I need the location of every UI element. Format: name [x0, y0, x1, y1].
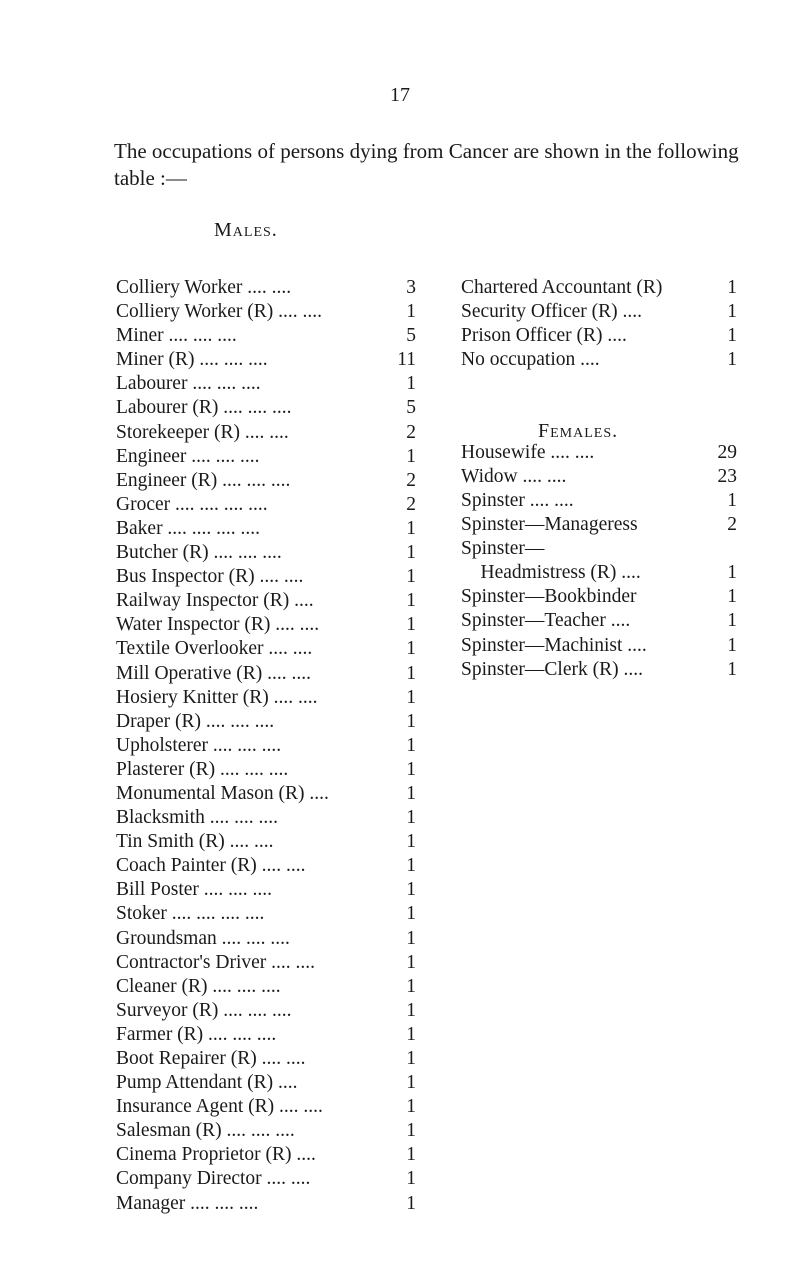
occupation-label: Colliery Worker (R) .... ....	[116, 301, 323, 323]
females-heading: Females.	[538, 420, 619, 442]
occupation-label: Engineer (R) .... .... ....	[116, 469, 291, 491]
table-row	[116, 758, 416, 782]
occupation-label: Railway Inspector (R) ....	[116, 590, 314, 612]
table-row	[116, 565, 416, 589]
occupation-count: 1	[406, 1096, 416, 1118]
occupation-label: Cinema Proprietor (R) ....	[116, 1144, 316, 1166]
table-row	[116, 469, 416, 493]
occupation-label: Storekeeper (R) .... ....	[116, 421, 289, 443]
table-row	[461, 324, 737, 348]
table-row	[116, 445, 416, 469]
occupation-count: 1	[406, 638, 416, 660]
occupation-count: 1	[406, 517, 416, 539]
table-row	[461, 348, 737, 372]
occupation-count: 1	[727, 277, 737, 298]
table-row	[461, 537, 737, 585]
occupation-label: Surveyor (R) .... .... ....	[116, 999, 292, 1021]
occupation-count: 1	[727, 610, 737, 632]
table-row	[116, 878, 416, 902]
occupation-label: Chartered Accountant (R)	[461, 277, 663, 298]
occupation-label: Company Director .... ....	[116, 1168, 311, 1190]
occupation-count: 1	[406, 855, 416, 877]
occupation-label: Insurance Agent (R) .... ....	[116, 1096, 323, 1118]
occupation-count: 1	[727, 634, 737, 656]
table-row	[116, 276, 416, 300]
table-row	[116, 686, 416, 710]
table-row	[116, 348, 416, 372]
table-row	[461, 276, 737, 300]
occupation-count: 1	[406, 879, 416, 901]
occupation-label: Textile Overlooker .... ....	[116, 638, 313, 660]
occupation-count: 1	[406, 301, 416, 323]
table-row	[116, 324, 416, 348]
occupation-label: Labourer .... .... ....	[116, 373, 261, 395]
table-row	[116, 927, 416, 951]
occupation-count: 2	[406, 421, 416, 443]
occupation-label: Upholsterer .... .... ....	[116, 734, 282, 756]
table-row	[116, 517, 416, 541]
occupation-count: 5	[406, 325, 416, 347]
table-row	[116, 1143, 416, 1167]
table-row	[116, 396, 416, 420]
occupation-count: 1	[406, 1192, 416, 1214]
occupation-label: Spinster .... ....	[461, 490, 574, 512]
table-row	[116, 951, 416, 975]
occupation-label: Engineer .... .... ....	[116, 445, 260, 467]
occupation-label: Baker .... .... .... ....	[116, 517, 261, 539]
occupation-label: Blacksmith .... .... ....	[116, 807, 278, 829]
occupation-label: Security Officer (R) ....	[461, 301, 643, 323]
occupation-label: Spinster—Manageress	[461, 514, 638, 536]
page-number: 17	[390, 84, 410, 106]
table-row	[461, 609, 737, 633]
occupation-count: 23	[717, 466, 737, 488]
occupation-count: 1	[406, 373, 416, 395]
occupation-count: 5	[406, 397, 416, 419]
occupation-count: 1	[406, 1144, 416, 1166]
occupation-count: 1	[406, 927, 416, 949]
occupation-label: Spinster—Clerk (R) ....	[461, 658, 643, 680]
occupation-count: 2	[406, 469, 416, 491]
occupation-count: 1	[727, 349, 737, 371]
occupation-label: Prison Officer (R) ....	[461, 325, 627, 347]
occupation-count: 1	[406, 614, 416, 636]
table-row	[461, 300, 737, 324]
occupation-label: Widow .... ....	[461, 466, 567, 488]
occupation-label: Farmer (R) .... .... ....	[116, 1023, 277, 1045]
table-row	[116, 999, 416, 1023]
table-row	[461, 489, 737, 513]
occupation-label: Tin Smith (R) .... ....	[116, 831, 274, 853]
occupation-label: Draper (R) .... .... ....	[116, 710, 275, 732]
table-row	[461, 513, 737, 537]
occupation-label: Groundsman .... .... ....	[116, 927, 290, 949]
occupation-count: 1	[406, 951, 416, 973]
occupation-count: 1	[406, 542, 416, 564]
occupation-count: 1	[406, 1120, 416, 1142]
table-row	[461, 634, 737, 658]
occupation-count: 1	[406, 782, 416, 804]
table-row	[116, 493, 416, 517]
table-row	[116, 902, 416, 926]
occupation-count: 29	[717, 442, 737, 463]
table-row	[461, 441, 737, 465]
table-row	[116, 1047, 416, 1071]
table-row	[116, 637, 416, 661]
occupation-count: 1	[406, 590, 416, 612]
table-row	[461, 658, 737, 682]
table-row	[116, 806, 416, 830]
table-row	[116, 854, 416, 878]
occupation-label: Grocer .... .... .... ....	[116, 493, 268, 515]
occupation-count: 1	[727, 658, 737, 680]
occupation-count: 1	[727, 586, 737, 608]
occupation-label: Spinster—Teacher ....	[461, 610, 631, 632]
occupation-count: 1	[406, 758, 416, 780]
table-row	[116, 1167, 416, 1191]
occupation-count: 1	[406, 710, 416, 732]
occupation-count: 1	[406, 999, 416, 1021]
occupation-count: 1	[406, 1072, 416, 1094]
occupation-label: Coach Painter (R) .... ....	[116, 855, 306, 877]
occupation-count: 1	[406, 686, 416, 708]
occupation-count: 1	[727, 301, 737, 323]
occupation-label: Miner (R) .... .... ....	[116, 349, 268, 371]
occupation-count: 1	[406, 1168, 416, 1190]
occupation-label: Pump Attendant (R) ....	[116, 1072, 298, 1094]
occupation-count: 1	[406, 975, 416, 997]
occupation-count: 11	[397, 349, 416, 371]
table-row	[116, 1023, 416, 1047]
table-row	[116, 1071, 416, 1095]
intro-paragraph: The occupations of persons dying from Cancer are shown in the following table :—	[114, 139, 739, 190]
occupation-count: 1	[727, 325, 737, 347]
males-list-continued	[461, 276, 737, 372]
occupation-label: Water Inspector (R) .... ....	[116, 614, 320, 636]
occupation-count: 1	[727, 562, 737, 584]
table-row	[116, 734, 416, 758]
occupation-label: Stoker .... .... .... ....	[116, 903, 265, 925]
occupation-label: Cleaner (R) .... .... ....	[116, 975, 281, 997]
occupation-count: 1	[406, 445, 416, 467]
occupation-label: Plasterer (R) .... .... ....	[116, 758, 289, 780]
occupation-count: 1	[406, 1023, 416, 1045]
occupation-count: 1	[406, 831, 416, 853]
females-list	[461, 441, 737, 682]
occupation-label: Mill Operative (R) .... ....	[116, 662, 311, 684]
occupation-label: Hosiery Knitter (R) .... ....	[116, 686, 318, 708]
occupation-count: 1	[406, 1048, 416, 1069]
table-row	[116, 1095, 416, 1119]
occupation-label: Butcher (R) .... .... ....	[116, 542, 282, 564]
males-list	[116, 276, 416, 1216]
table-row	[116, 662, 416, 686]
table-row	[116, 541, 416, 565]
table-row	[116, 975, 416, 999]
table-row	[116, 300, 416, 324]
occupation-label: Bill Poster .... .... ....	[116, 879, 273, 901]
occupation-count: 1	[406, 903, 416, 925]
occupation-count: 1	[727, 490, 737, 512]
occupation-label: Bus Inspector (R) .... ....	[116, 566, 304, 588]
occupation-label: Spinster—Bookbinder	[461, 586, 637, 608]
occupation-label: Housewife .... ....	[461, 442, 595, 463]
occupation-label: Colliery Worker .... ....	[116, 277, 292, 298]
occupation-count: 1	[406, 807, 416, 829]
table-row	[116, 589, 416, 613]
males-heading: Males.	[214, 219, 278, 241]
occupation-count: 3	[406, 277, 416, 298]
table-row	[116, 372, 416, 396]
occupation-label: Manager .... .... ....	[116, 1192, 259, 1214]
occupation-label: Miner .... .... ....	[116, 325, 237, 347]
table-row	[116, 830, 416, 854]
occupation-label: No occupation ....	[461, 349, 600, 371]
table-row	[461, 465, 737, 489]
occupation-label: Spinster—Machinist ....	[461, 634, 647, 656]
occupation-count: 2	[727, 514, 737, 536]
occupation-label: Boot Repairer (R) .... ....	[116, 1048, 306, 1069]
table-row	[116, 782, 416, 806]
occupation-label: Spinster— Headmistress (R) ....	[461, 538, 641, 584]
occupation-count: 1	[406, 662, 416, 684]
occupation-count: 1	[406, 734, 416, 756]
occupation-label: Salesman (R) .... .... ....	[116, 1120, 295, 1142]
table-row	[116, 613, 416, 637]
occupation-label: Contractor's Driver .... ....	[116, 951, 316, 973]
occupation-label: Monumental Mason (R) ....	[116, 782, 329, 804]
occupation-count: 2	[406, 493, 416, 515]
table-row	[116, 1192, 416, 1216]
table-row	[116, 421, 416, 445]
table-row	[116, 1119, 416, 1143]
table-row	[116, 710, 416, 734]
occupation-count: 1	[406, 566, 416, 588]
occupation-label: Labourer (R) .... .... ....	[116, 397, 292, 419]
table-row	[461, 585, 737, 609]
